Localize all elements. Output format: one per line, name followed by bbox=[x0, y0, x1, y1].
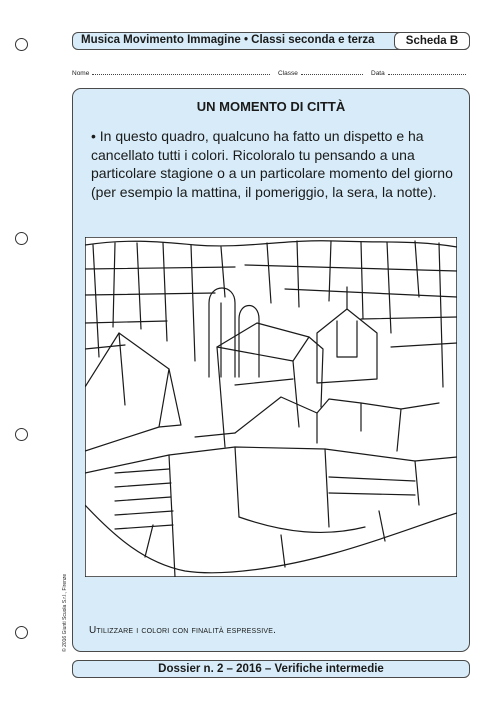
coloring-picture[interactable] bbox=[85, 237, 457, 577]
binder-hole-2 bbox=[15, 232, 28, 245]
class-label: Classe bbox=[278, 70, 298, 77]
name-field[interactable] bbox=[72, 68, 270, 77]
footer-bar: Dossier n. 2 – 2016 – Verifiche intermedie bbox=[72, 660, 470, 678]
exercise-panel bbox=[72, 88, 470, 652]
worksheet-tag: Scheda B bbox=[394, 32, 470, 50]
copyright-note: © 2016 Giunti Scuola S.r.l., Firenze bbox=[62, 573, 68, 652]
binder-hole-1 bbox=[15, 38, 28, 51]
exercise-footnote: Utilizzare i colori con finalità espressive. bbox=[89, 625, 277, 636]
name-label: Nome bbox=[72, 70, 90, 77]
date-label: Data bbox=[371, 70, 385, 77]
exercise-instruction: • In questo quadro, qualcuno ha fatto un dispetto e ha cancellato tutti i colori. Ricoloralo tu pensando a una particolare stagione o a un particolare momento del giorno (per esempio la mattina, il pomeriggio, la sera, la notte). bbox=[91, 128, 453, 200]
header-bar bbox=[72, 32, 470, 50]
student-fields bbox=[72, 68, 470, 80]
header-title: Musica Movimento Immagine • Classi seconda e terza bbox=[81, 34, 375, 46]
date-field[interactable] bbox=[371, 68, 466, 77]
binder-hole-4 bbox=[15, 626, 28, 639]
binder-hole-3 bbox=[15, 428, 28, 441]
class-field[interactable] bbox=[278, 68, 363, 77]
exercise-title: UN MOMENTO DI CITTÀ bbox=[196, 99, 346, 114]
